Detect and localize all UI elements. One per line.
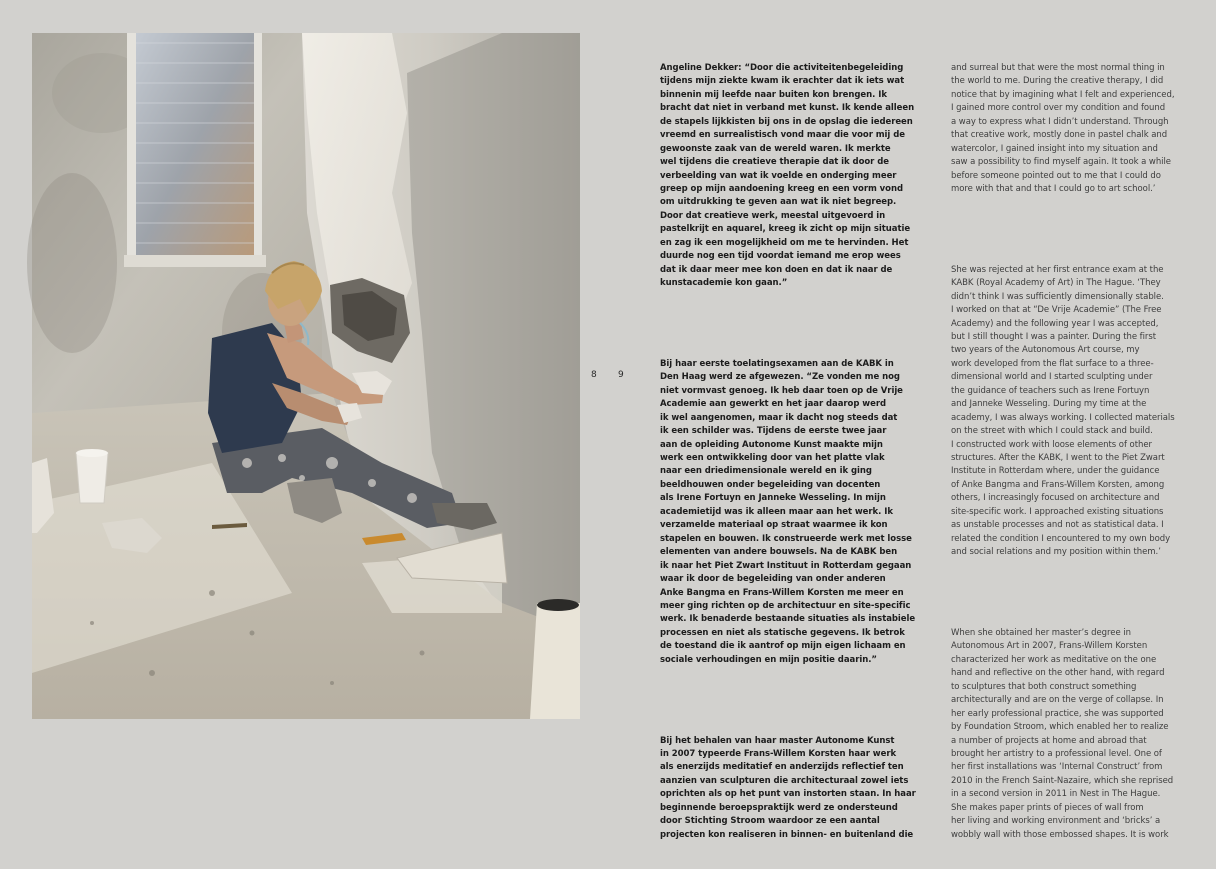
page-number-right: 9 [618,370,624,380]
english-text-column [951,35,1191,840]
english-paragraph-2: She was rejected at her first entrance exam at the KABK (Royal Academy of Art) in The Hague. ‘They didn’t think I was sufficiently dimensionally stable. I worked on that at “De Vrije Academie” (The Free Academy) and the following year I was accepted, but I still thought I was a painter. During the first two years of the Autonomous Art course, my work developed from the flat surface to a three- dimensional world and I started sculpting under the guidance of teachers such as Irene Fortuyn and Janneke Wesseling. During my time at the academy, I was always working. I collected materials on the street with which I could stack and build. I constructed work with loose elements of other structures. After the KABK, I went to the Piet Zwart Institute in Rotterdam where, under the guidance of Anke Bangma and Frans-Willem Korsten, among others, I increasingly focused on architecture and site-specific work. I approached existing situations as unstable processes and not as statistical data. I related the condition I encountered to my own body and social relations and my position within them.’ [951,264,1175,558]
page-number-left: 8 [591,370,597,380]
dutch-paragraph-2: Bij haar eerste toelatingsexamen aan de KABK in Den Haag werd ze afgewezen. “Ze vonden me nog niet vormvast genoeg. Ik heb daar toen op de Vrije Academie aan gewerkt en het jaar daarop werd ik wel aangenomen, maar ik dacht nog steeds dat ik een schilder was. Tijdens de eerste twee jaar aan de opleiding Autonome Kunst maakte mijn werk een ontwikkeling door van het platte vlak naar een driedimensionale wereld en ik ging beeldhouwen onder begeleiding van docenten als Irene Fortuyn en Janneke Wesseling. In mijn academietijd was ik alleen maar aan het werk. Ik verzamelde materiaal op straat waarmee ik kon stapelen en bouwen. Ik construeerde werk met losse elementen van andere bouwsels. Na de KABK ben ik naar het Piet Zwart Instituut in Rotterdam gegaan waar ik door de begeleiding van onder anderen Anke Bangma en Frans-Willem Korsten me meer en meer ging richten op de architectuur en site-specific werk. Ik benaderde bestaande situaties als instabiele processen en niet als statische gegevens. Ik betrok de toestand die ik aantrof op mijn eigen lichaam en sociale verhoudingen en mijn positie daarin.” [660,358,916,665]
dutch-text-column [660,35,916,840]
artist-photo [32,33,580,719]
dutch-paragraph-1: Angeline Dekker: “Door die activiteitenbegeleiding tijdens mijn ziekte kwam ik erachter dat ik iets wat binnenin mij leefde naar buiten kon brengen. Ik bracht dat niet in verband met kunst. Ik kende alleen de stapels lijkkisten bij ons in de opslag die iedereen vreemd en surrealistisch vond maar die voor mij de gewoonste zaak van de wereld waren. Ik merkte wel tijdens die creatieve therapie dat ik door de verbeelding van wat ik voelde en onderging meer greep op mijn aandoening kreeg en een vorm vond om uitdrukking te geven aan wat ik niet begreep. Door dat creatieve werk, meestal uitgevoerd in pastelkrijt en aquarel, kreeg ik zicht op mijn situatie en zag ik een mogelijkheid om me te hervinden. Het duurde nog een tijd voordat iemand me erop wees dat ik daar meer mee kon doen en dat ik naar de kunstacademie kon gaan.” [660,62,915,289]
dutch-paragraph-3: Bij het behalen van haar master Autonome Kunst in 2007 typeerde Frans-Willem Korsten haar werk als enerzijds meditatief en anderzijds reflectief ten aanzien van sculpturen die architecturaal zowel iets oprichten als op het punt van instorten staan. In haar beginnende beroepspraktijk werd ze ondersteund door Stichting Stroom waardoor ze een aantal projecten kon realiseren in binnen- en buitenland die [660,735,916,840]
english-paragraph-1: and surreal but that were the most normal thing in the world to me. During the creative therapy, I did notice that by imagining what I felt and experienced, I gained more control over my condition and found a way to express what I didn’t understand. Through that creative work, mostly done in pastel chalk and watercolor, I gained insight into my situation and saw a possibility to find myself again. It took a while before someone pointed out to me that I could do more with that and that I could go to art school.’ [951,62,1175,194]
english-paragraph-3: When she obtained her master’s degree in Autonomous Art in 2007, Frans-Willem Korsten characterized her work as meditative on the one hand and reflective on the other hand, with regard to sculptures that both construct something architecturally and are on the verge of collapse. In her early professional practice, she was supported by Foundation Stroom, which enabled her to realize a number of projects at home and abroad that brought her artistry to a professional level. One of her first installations was ‘Internal Construct’ from 2010 in the French Saint-Nazaire, which she reprised in a second version in 2011 in Nest in The Hague. She makes paper prints of pieces of wall from her living and working environment and ‘bricks’ a wobbly wall with those embossed shapes. It is work [951,627,1174,840]
